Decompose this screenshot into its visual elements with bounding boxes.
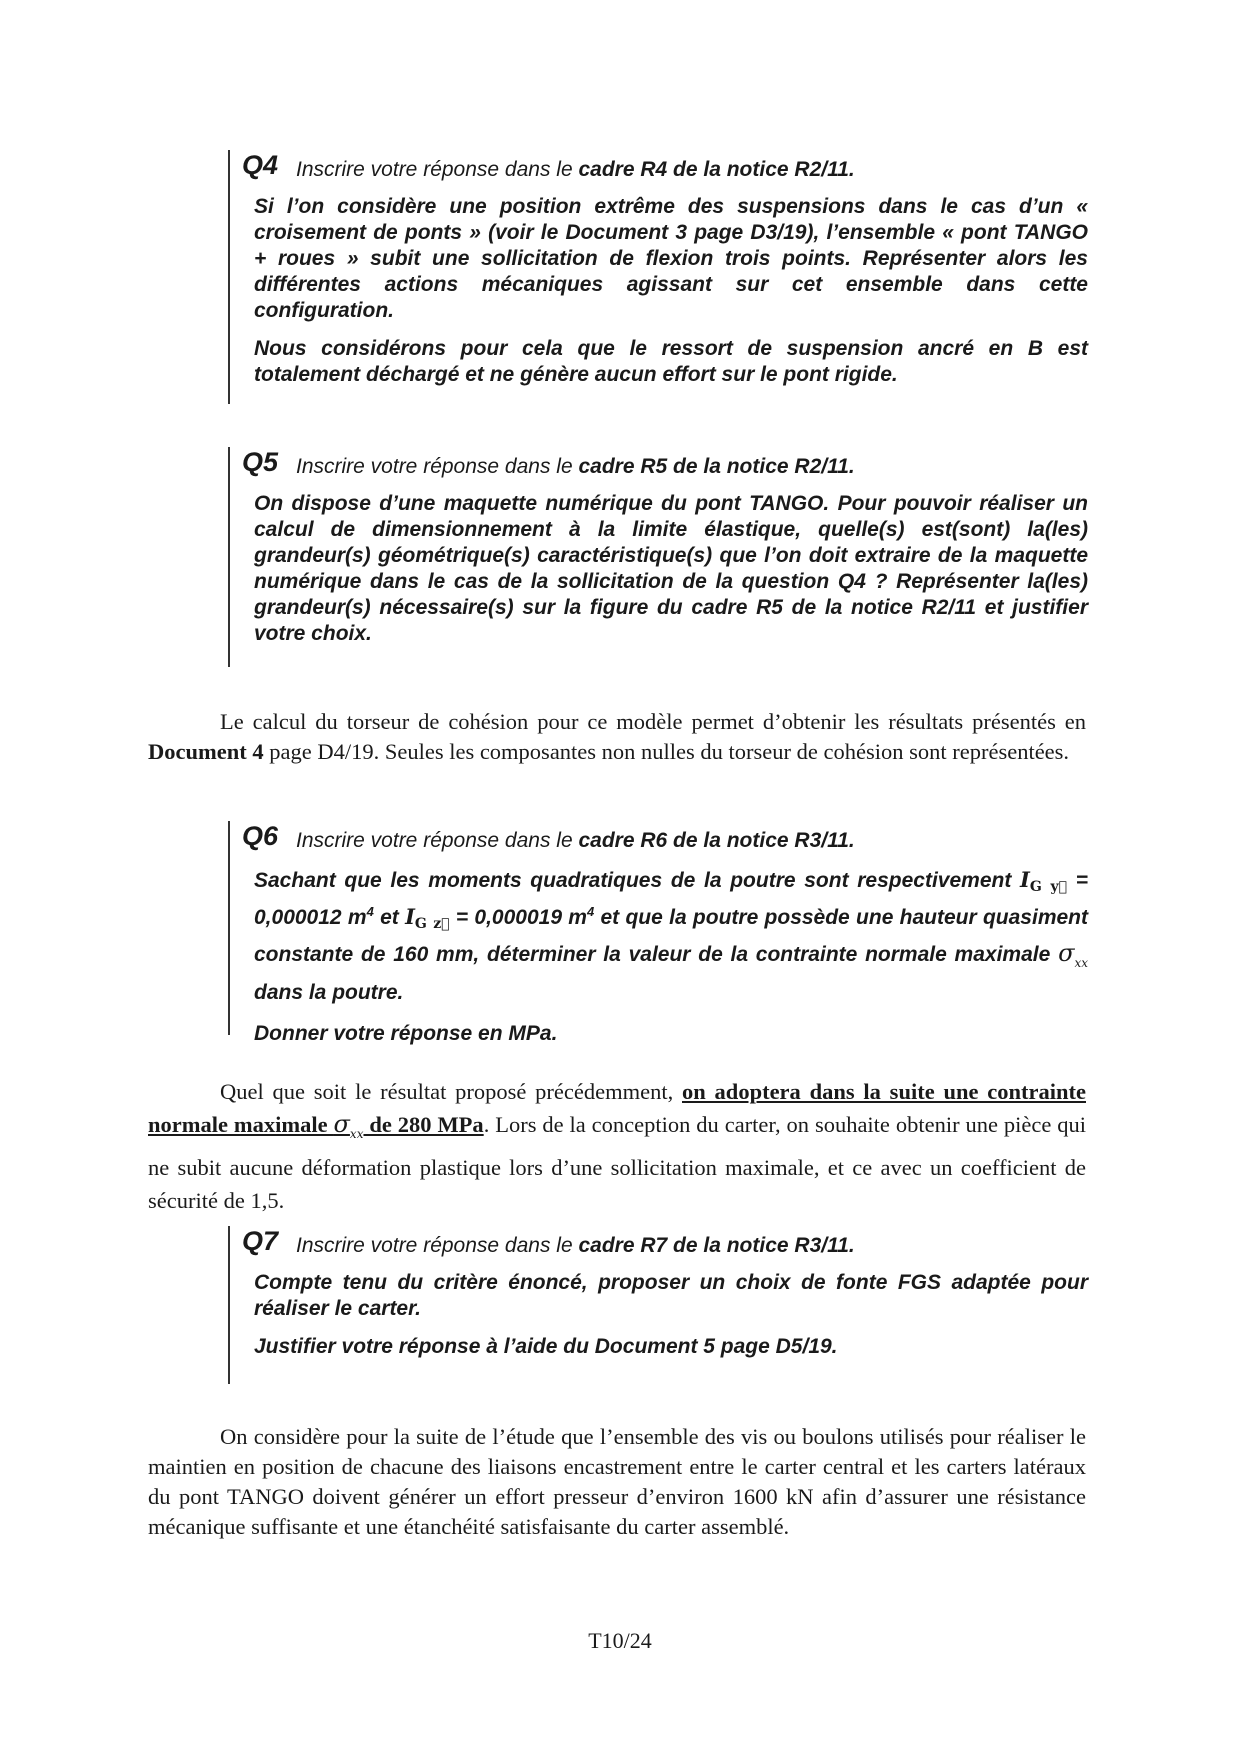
question-text xyxy=(254,865,1088,1048)
question-paragraph: Donner votre réponse en MPa. xyxy=(254,1022,558,1045)
underlined-statement: on adoptera dans la suite une contrainte normale maximale $\sigma_{xx}$ de 280 MPa xyxy=(148,1079,1086,1141)
question-instruction: Inscrire votre réponse dans le cadre R6 de la notice R3/11. xyxy=(296,829,855,852)
question-text xyxy=(254,1270,1088,1360)
question-paragraph: On dispose d’une maquette numérique du pont TANGO. Pour pouvoir réaliser un calcul de dimensionnement à la limite élastique, quelle(s) est(sont) la(les) grandeur(s) géométrique(s) caractéristique(s) que l’on doit extraire de la maquette numérique dans le cas de la sollicitation de la question Q4 ? Représenter la(les) grandeur(s) nécessaire(s) sur la figure du cadre R5 de la notice R2/11 et justifier votre choix. xyxy=(254,492,1088,645)
moment-iz-symbol: IG z⃗ xyxy=(405,904,450,932)
question-text xyxy=(254,491,1088,647)
question-instruction: Inscrire votre réponse dans le cadre R7 de la notice R3/11. xyxy=(296,1234,855,1257)
question-paragraph: Nous considérons pour cela que le ressort de suspension ancré en B est totalement déchargé et ne génère aucun effort sur le pont rigide. xyxy=(254,337,1088,386)
body-paragraph-2: Quel que soit le résultat proposé précédemment, on adoptera dans la suite une contrainte normale maximale $\sigma_{xx}$ de 280 MPa. Lors de la conception du carter, on souhaite obtenir une pièce qui ne subit aucune déformation plastique lors d’une sollicitation maximale, et ce avec un coefficient de sécurité de 1,5. xyxy=(148,1079,1086,1213)
question-paragraph: Sachant que les moments quadratiques de la poutre sont respectivement IG y⃗ = 0,000012 $m^4$ et IG z⃗ = 0,000019 $m^4$ et que la poutre possède une hauteur quasiment constante de 160 mm, déterminer la valeur de la contrainte normale maximale $\sigma_{xx}$ dans la poutre. xyxy=(254,867,1088,1004)
question-instruction: Inscrire votre réponse dans le cadre R5 de la notice R2/11. xyxy=(296,455,855,478)
question-reference: Q4 xyxy=(837,570,866,593)
question-paragraph: Compte tenu du critère énoncé, proposer un choix de fonte FGS adaptée pour réaliser le carter. xyxy=(254,1271,1088,1320)
sigma-xx-symbol: $\sigma_{xx}$ xyxy=(1058,939,1088,970)
question-paragraph: Si l’on considère une position extrême des suspensions dans le cas d’un « croisement de ponts » (voir le Document 3 page D3/19), l’ensemble « pont TANGO + roues » subit une sollicitation de flexion trois points. Représenter alors les différentes actions mécaniques agissant sur cet ensemble dans cette configuration. xyxy=(254,195,1088,322)
question-paragraph: Justifier votre réponse à l’aide du Document 5 page D5/19. xyxy=(254,1335,838,1358)
question-q7-block xyxy=(228,1226,1088,1384)
question-number: Q5 xyxy=(242,447,279,477)
body-paragraph-1: Le calcul du torseur de cohésion pour ce modèle permet d’obtenir les résultats présentés en Document 4 page D4/19. Seules les composantes non nulles du torseur de cohésion sont représentées. xyxy=(148,709,1086,764)
body-paragraph-3: On considère pour la suite de l’étude que l’ensemble des vis ou boulons utilisés pour réaliser le maintien en position de chacune des liaisons encastrement entre le carter central et les carters latéraux du pont TANGO doivent générer un effort presseur d’environ 1600 kN afin d’assurer une résistance mécanique suffisante et une étanchéité satisfaisante du carter assemblé. xyxy=(148,1424,1086,1539)
document-reference: Document 4 xyxy=(148,739,264,764)
question-number: Q7 xyxy=(242,1226,279,1256)
question-text xyxy=(254,194,1088,388)
question-q5-block xyxy=(228,447,1088,667)
question-instruction: Inscrire votre réponse dans le cadre R4 de la notice R2/11. xyxy=(296,158,855,181)
page-number: T10/24 xyxy=(588,1628,652,1653)
question-number: Q6 xyxy=(242,821,279,851)
moment-iy-symbol: IG y⃗ xyxy=(1020,867,1068,895)
question-q6-block xyxy=(228,821,1088,1045)
question-q4-block xyxy=(228,150,1088,404)
question-number: Q4 xyxy=(242,150,279,180)
